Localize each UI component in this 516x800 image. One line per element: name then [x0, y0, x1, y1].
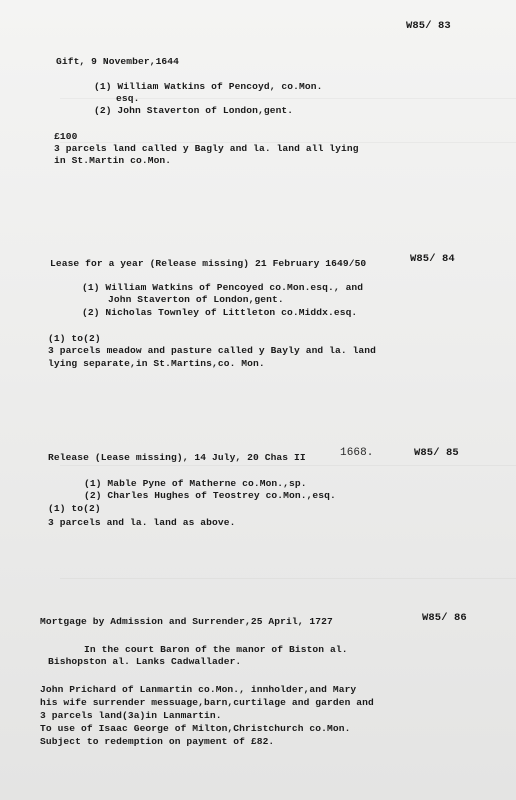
court-line: Bishopston al. Lanks Cadwallader. [48, 656, 242, 667]
description-line: To use of Isaac George of Milton,Christchurch co.Mon. [40, 723, 351, 734]
reference-number: W85/ 84 [410, 253, 455, 265]
consideration-line: £100 [54, 131, 78, 142]
party-line: (1) William Watkins of Pencoyed co.Mon.esq., and [82, 282, 364, 293]
court-line: In the court Baron of the manor of Biston al. [84, 644, 348, 655]
parties-direction: (1) to(2) [48, 333, 101, 344]
party-line: (2) Nicholas Townley of Littleton co.Middx.esq. [82, 307, 358, 318]
bleed-through-line [60, 578, 516, 579]
description-line: 3 parcels land called y Bagly and la. land all lying [54, 143, 359, 154]
entry-heading: Lease for a year (Release missing) 21 February 1649/50 [50, 258, 367, 269]
handwritten-year: 1668. [340, 447, 374, 459]
bleed-through-line [60, 465, 516, 466]
description-line: in St.Martin co.Mon. [54, 155, 172, 166]
description-line: 3 parcels and la. land as above. [48, 517, 236, 528]
party-line: esq. [116, 93, 140, 104]
reference-number: W85/ 86 [422, 612, 467, 624]
entry-heading: Mortgage by Admission and Surrender,25 April, 1727 [40, 616, 333, 627]
parties-direction: (1) to(2) [48, 503, 101, 514]
party-line: (2) John Staverton of London,gent. [94, 105, 294, 116]
party-line: John Staverton of London,gent. [108, 294, 284, 305]
description-line: 3 parcels meadow and pasture called y Bayly and la. land [48, 345, 377, 356]
description-line: lying separate,in St.Martins,co. Mon. [48, 358, 265, 369]
entry-heading: Release (Lease missing), 14 July, 20 Chas II [48, 452, 306, 463]
reference-number: W85/ 83 [406, 20, 451, 32]
description-line: Subject to redemption on payment of £82. [40, 736, 275, 747]
description-line: his wife surrender messuage,barn,curtilage and garden and [40, 697, 374, 708]
description-line: John Prichard of Lanmartin co.Mon., innholder,and Mary [40, 684, 357, 695]
party-line: (1) Mable Pyne of Matherne co.Mon.,sp. [84, 478, 307, 489]
party-line: (2) Charles Hughes of Teostrey co.Mon.,esq. [84, 490, 336, 501]
description-line: 3 parcels land(3a)in Lanmartin. [40, 710, 222, 721]
reference-number: W85/ 85 [414, 447, 459, 459]
party-line: (1) William Watkins of Pencoyd, co.Mon. [94, 81, 323, 92]
entry-heading: Gift, 9 November,1644 [56, 56, 180, 67]
